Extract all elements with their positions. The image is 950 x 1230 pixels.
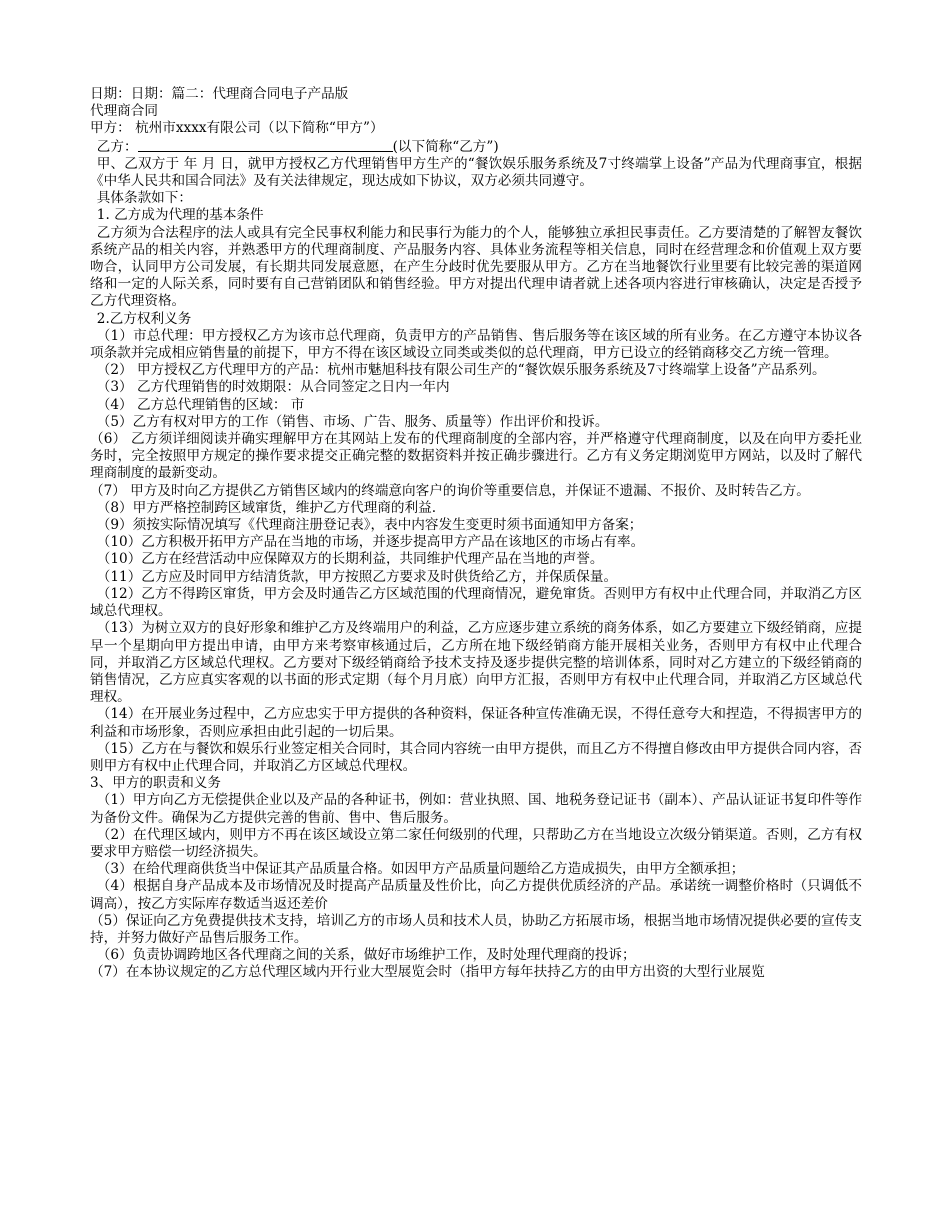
section-2-heading: 2.乙方权利义务 [96, 310, 192, 327]
contract-document [90, 86, 862, 982]
section-2-item: （7） 甲方及时向乙方提供乙方销售区域内的终端意向客户的询价等重要信息，并保证不遗漏、不报价、及时转告乙方。 [90, 482, 810, 499]
section-2-item: （4） 乙方总代理销售的区域： 市 [96, 396, 305, 413]
section-3-item: （3）在给代理商供货当中保证其产品质量合格。如因甲方产品质量问题给乙方造成损失，由甲方全额承担； [96, 861, 745, 878]
section-2-item: （15）乙方在与餐饮和娱乐行业签定相关合同时，其合同内容统一由甲方提供，而且乙方不得擅自修改由甲方提供合同内容，否则甲方有权中止代理合同，并取消乙方区域总代理权。 [90, 740, 862, 774]
section-2-item: （14）在开展业务过程中，乙方应忠实于甲方提供的各种资料，保证各种宣传准确无误，不得任意夸大和捏造，不得损害甲方的利益和市场形象，否则应承担由此引起的一切后果。 [90, 706, 862, 740]
section-2-item: （8）甲方严格控制跨区域窜货，维护乙方代理商的利益. [96, 499, 437, 516]
section-2-item: （10）乙方积极开拓甲方产品在当地的市场，并逐步提高甲方产品在该地区的市场占有率。 [96, 534, 645, 551]
section-3-heading: 3、甲方的职责和义务 [90, 775, 221, 792]
party-b-blank [138, 138, 393, 152]
section-2-item: （11）乙方应及时同甲方结清货款，甲方按照乙方要求及时供货给乙方，并保质保量。 [96, 568, 618, 585]
party-b-suffix: (以下简称“乙方”) [392, 138, 499, 155]
section-2-item: （10）乙方在经营活动中应保障双方的长期利益，共同维护代理产品在当地的声誉。 [96, 551, 604, 568]
document-title: 代理商合同 [90, 103, 158, 120]
section-2-item: （1）市总代理：甲方授权乙方为该市总代理商，负责甲方的产品销售、售后服务等在该区域的所有业务。在乙方遵守本协议各项条款并完成相应销售量的前提下，甲方不得在该区域设立同类或类似的总代理商，甲方已设立的经销商移交乙方统一管理。 [90, 327, 862, 362]
section-2-item: （2） 甲方授权乙方代理甲方的产品：杭州市魅旭科技有限公司生产的“餐饮娱乐服务系统及7寸终端掌上设备”产品系列。 [96, 362, 826, 379]
section-1-heading: 1. 乙方成为代理的基本条件 [96, 207, 264, 224]
section-3-item: （6）负责协调跨地区各代理商之间的关系，做好市场维护工作，及时处理代理商的投诉； [96, 947, 636, 964]
party-a-line: 甲方： 杭州市xxxx有限公司（以下简称“甲方”） [90, 120, 384, 137]
section-2-item: （5）乙方有权对甲方的工作（销售、市场、广告、服务、质量等）作出评价和投诉。 [96, 413, 609, 430]
section-1-body: 乙方须为合法程序的法人或具有完全民事权利能力和民事行为能力的个人，能够独立承担民事责任。乙方要清楚的了解智友餐饮系统产品的相关内容，并熟悉甲方的代理商制度、产品服务内容、具体业务流程等相关信息，同时在经营理念和价值观上双方要吻合，认同甲方公司发展，有长期共同发展意愿，在产生分歧时优先要服从甲方。乙方在当地餐饮行业里要有比较完善的渠道网络和一定的人际关系，同时要有自己营销团队和销售经验。甲方对提出代理申请者就上述各项内容进行审核确认，决定是否授予乙方代理资格。 [90, 224, 862, 310]
section-3-item: （1）甲方向乙方无偿提供企业以及产品的各种证书，例如：营业执照、国、地税务登记证书（副本）、产品认证证书复印件等作为备份文件。确保为乙方提供完善的售前、售中、售后服务。 [90, 792, 862, 826]
intro-paragraph: 甲、乙双方于 年 月 日，就甲方授权乙方代理销售甲方生产的“餐饮娱乐服务系统及7寸终端掌上设备”产品为代理商事宜，根据《中华人民共和国合同法》及有关法律规定，现达成如下协议，双方必须共同遵守。 [90, 155, 862, 190]
section-2-item: （9）须按实际情况填写《代理商注册登记表》，表中内容发生变更时须书面通知甲方备案； [96, 517, 643, 534]
section-2-item: （6） 乙方须详细阅读并确实理解甲方在其网站上发布的代理商制度的全部内容，并严格遵守代理商制度，以及在向甲方委托业务时，完全按照甲方规定的操作要求提交正确完整的数据资料并按正确步骤进行。乙方有义务定期浏览甲方网站，以及时了解代理商制度的最新变动。 [90, 431, 862, 482]
section-3-item: （2）在代理区域内，则甲方不再在该区域设立第二家任何级别的代理，只帮助乙方在当地设立次级分销渠道。否则，乙方有权要求甲方赔偿一切经济损失。 [90, 826, 862, 860]
section-2-item: （13）为树立双方的良好形象和维护乙方及终端用户的利益，乙方应逐步建立系统的商务体系，如乙方要建立下级经销商，应提早一个星期向甲方提出申请，由甲方来考察审核通过后，乙方所在地下级经销商方能开展相关业务，否则甲方有权中止代理合同，并取消乙方区域总代理权。乙方要对下级经销商给予技术支持及逐步提供完整的培训体系，同时对乙方建立的下级经销商的销售情况，乙方应真实客观的以书面的形式定期（每个月月底）向甲方汇报，否则甲方有权中止代理合同，并取消乙方区域总代理权。 [90, 620, 862, 706]
section-2-item: （3） 乙方代理销售的时效期限：从合同签定之日内一年内 [96, 379, 450, 396]
section-3-item: （5）保证向乙方免费提供技术支持，培训乙方的市场人员和技术人员，协助乙方拓展市场，根据当地市场情况提供必要的宣传支持，并努力做好产品售后服务工作。 [90, 912, 862, 946]
section-3-item: （4）根据自身产品成本及市场情况及时提高产品质量及性价比，向乙方提供优质经济的产品。承诺统一调整价格时（只调低不调高），按乙方实际库存数适当返还差价 [90, 878, 862, 912]
section-3-item: （7）在本协议规定的乙方总代理区域内开行业大型展览会时（指甲方每年扶持乙方的由甲方出资的大型行业展览 [90, 964, 765, 981]
party-b-line [90, 138, 862, 156]
section-2-item: （12）乙方不得跨区窜货，甲方会及时通告乙方区域范围的代理商情况，避免窜货。否则甲方有权中止代理合同，并取消乙方区域总代理权。 [90, 585, 862, 620]
date-line: 日期：日期：篇二：代理商合同电子产品版 [90, 86, 349, 102]
terms-intro: 具体条款如下： [96, 190, 192, 207]
party-b-label: 乙方： [96, 138, 138, 155]
